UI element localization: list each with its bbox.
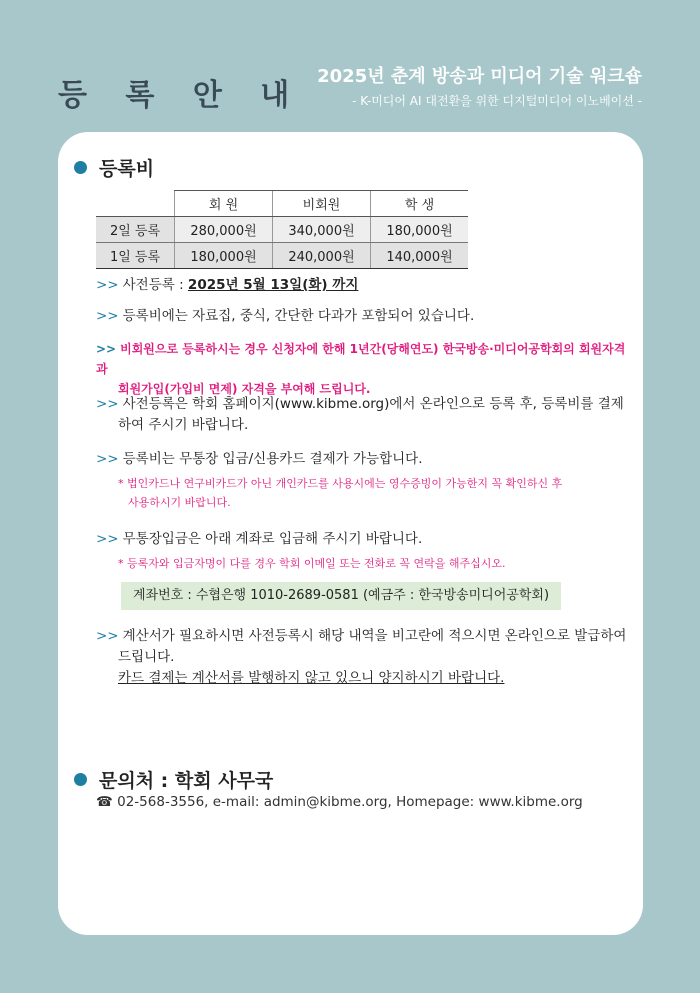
payment-text: 등록비는 무통장 입금/신용카드 결제가 가능합니다. <box>122 451 423 467</box>
card-note <box>118 474 638 512</box>
table-cell: 180,000원 <box>175 243 273 269</box>
arrow-marker: >> <box>96 531 119 547</box>
contact-details <box>96 794 583 810</box>
invoice-note <box>96 626 631 689</box>
nonmember-text-2: 회원가입(가입비 면제) 자격을 부여해 드립니다. <box>118 382 371 396</box>
nonmember-text-1: 비회원으로 등록하시는 경우 신청자에 한해 1년간(당해연도) 한국방송·미디어공학회의 회원자격과 <box>96 342 626 376</box>
table-cell: 140,000원 <box>371 243 469 269</box>
card-note-text-1: * 법인카드나 연구비카드가 아닌 개인카드를 사용시에는 영수증빙이 가능한지 꼭 확인하신 후 <box>118 477 563 490</box>
account-number-box: 계좌번호 : 수협은행 1010-2689-0581 (예금주 : 한국방송미디어공학회) <box>121 582 561 610</box>
row-label: 2일 등록 <box>96 217 175 243</box>
column-header-student: 학 생 <box>371 191 469 217</box>
table-row <box>96 243 468 269</box>
invoice-text-1: 계산서가 필요하시면 사전등록시 해당 내역을 비고란에 적으시면 온라인으로 발급하여 <box>122 628 627 644</box>
pre-registration-note <box>96 275 631 296</box>
table-cell: 280,000원 <box>175 217 273 243</box>
content-card <box>58 132 643 935</box>
transfer-warning: * 등록자와 입금자명이 다를 경우 학회 이메일 또는 전화로 꼭 연락을 해주십시오. <box>118 557 506 570</box>
table-cell: 340,000원 <box>273 217 371 243</box>
table-corner <box>96 191 175 217</box>
fee-table <box>96 190 468 269</box>
card-note-text-2: 사용하시기 바랍니다. <box>128 496 231 509</box>
includes-text: 등록비에는 자료집, 중식, 간단한 다과가 포함되어 있습니다. <box>122 308 475 324</box>
phone-icon: ☎ <box>96 794 113 810</box>
invoice-text-2: 드립니다. <box>118 649 175 665</box>
table-cell: 240,000원 <box>273 243 371 269</box>
contact-details-text: 02-568-3556, e-mail: admin@kibme.org, Homepage: www.kibme.org <box>117 794 583 810</box>
table-cell: 180,000원 <box>371 217 469 243</box>
registration-heading <box>74 154 154 181</box>
contact-heading-text: 문의처 : 학회 사무국 <box>99 770 274 792</box>
homepage-text-2: 하여 주시기 바랍니다. <box>118 417 249 433</box>
arrow-marker: >> <box>96 277 119 293</box>
bullet-icon <box>74 773 87 786</box>
homepage-note <box>96 394 631 436</box>
fee-table-header <box>96 191 468 217</box>
table-row <box>96 217 468 243</box>
arrow-marker: >> <box>96 396 119 412</box>
event-title: 2025년 춘계 방송과 미디어 기술 워크숍 <box>317 66 642 87</box>
pre-registration-label: 사전등록 : <box>122 277 188 293</box>
contact-heading <box>74 766 273 793</box>
bullet-icon <box>74 161 87 174</box>
arrow-marker: >> <box>96 451 119 467</box>
nonmember-note <box>96 339 631 399</box>
row-label: 1일 등록 <box>96 243 175 269</box>
page-title: 등 록 안 내 <box>58 78 304 113</box>
arrow-marker: >> <box>96 342 117 356</box>
column-header-nonmember: 비회원 <box>273 191 371 217</box>
event-subtitle: - K-미디어 AI 대전환을 위한 디지털미디어 이노베이션 - <box>352 94 642 108</box>
transfer-text: 무통장입금은 아래 계좌로 입금해 주시기 바랍니다. <box>122 531 423 547</box>
registration-heading-text: 등록비 <box>99 158 155 180</box>
column-header-member: 회 원 <box>175 191 273 217</box>
includes-note <box>96 306 631 327</box>
payment-note <box>96 449 631 470</box>
invoice-text-3: 카드 결제는 계산서를 발행하지 않고 있으니 양지하시기 바랍니다. <box>118 670 505 686</box>
arrow-marker: >> <box>96 628 119 644</box>
pre-registration-deadline: 2025년 5월 13일(화) 까지 <box>187 277 359 293</box>
homepage-text-1: 사전등록은 학회 홈페이지(www.kibme.org)에서 온라인으로 등록 후, 등록비를 결제 <box>122 396 624 412</box>
transfer-note <box>96 529 631 550</box>
arrow-marker: >> <box>96 308 119 324</box>
